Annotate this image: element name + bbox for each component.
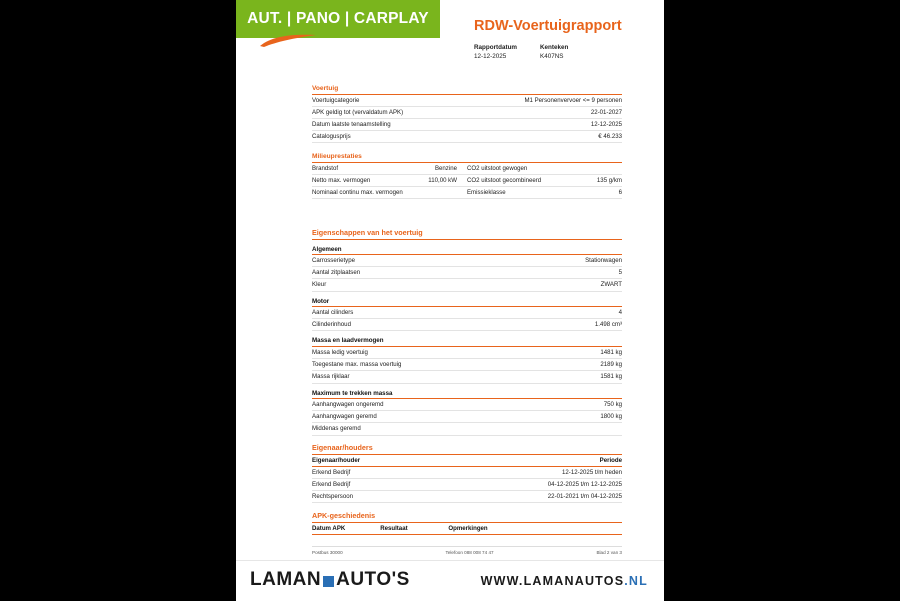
owner-name: Rechtspersoon (312, 491, 434, 503)
table-row (312, 411, 622, 423)
row-label: Kleur (312, 279, 487, 291)
section-eigenschappen-title: Eigenschappen van het voertuig (312, 228, 622, 240)
rapportdatum-value: 12-12-2025 (474, 53, 507, 60)
table-row (312, 279, 622, 291)
milieu-table (312, 163, 622, 200)
column-header-owner: Eigenaar/houder (312, 455, 434, 467)
table-row (312, 131, 622, 143)
document-sheet (236, 0, 664, 600)
row-value-right: 135 g/km (572, 174, 622, 186)
row-label: Middenas geremd (312, 423, 550, 435)
row-value: 5 (487, 267, 622, 279)
column-header-opmerkingen: Opmerkingen (448, 523, 622, 535)
row-label-left: Brandstof (312, 163, 417, 175)
row-value: ZWART (487, 279, 622, 291)
row-label: Aantal zitplaatsen (312, 267, 487, 279)
table-row (312, 319, 622, 331)
table-row (312, 347, 622, 359)
row-value-left: Benzine (417, 163, 467, 175)
table-row (312, 186, 622, 198)
logo-square-icon (323, 576, 334, 587)
row-label: Toegestane max. massa voertuig (312, 359, 561, 371)
section-eigenaar-houders (312, 443, 622, 503)
row-value: 4 (499, 307, 622, 319)
promo-tag (236, 0, 440, 38)
brand-bar (236, 560, 664, 601)
website-main: WWW.LAMANAUTOS (480, 574, 625, 588)
row-label: Cilinderinhoud (312, 319, 499, 331)
motor-table (312, 307, 622, 331)
row-label-right: CO2 uitstoot gecombineerd (467, 174, 572, 186)
row-label: Catalogusprijs (312, 131, 462, 143)
section-voertuig (312, 85, 622, 143)
section-voertuig-title: Voertuig (312, 85, 622, 95)
website-url[interactable] (481, 574, 648, 588)
trekken-table (312, 399, 622, 436)
row-label: APK geldig tot (vervaldatum APK) (312, 106, 462, 118)
owner-period: 04-12-2025 t/m 12-12-2025 (434, 478, 622, 490)
rapportdatum-label: Rapportdatum (474, 44, 518, 51)
swoosh-decoration (258, 34, 318, 48)
row-label: Aanhangwagen geremd (312, 411, 550, 423)
table-row (312, 478, 622, 490)
subsection-massa-title: Massa en laadvermogen (312, 337, 622, 347)
row-label-right: CO2 uitstoot gewogen (467, 163, 572, 175)
report-meta (474, 44, 654, 60)
table-row (312, 174, 622, 186)
website-tld: .NL (624, 574, 648, 588)
column-header-datum: Datum APK (312, 523, 380, 535)
row-label: Carrosserietype (312, 255, 487, 267)
table-row (312, 423, 622, 435)
row-value: 22-01-2027 (462, 106, 622, 118)
table-row (312, 106, 622, 118)
table-row (312, 255, 622, 267)
section-milieuprestaties (312, 153, 622, 199)
table-header-row (312, 455, 622, 467)
row-label: Massa ledig voertuig (312, 347, 561, 359)
column-header-period: Periode (434, 455, 622, 467)
laman-autos-logo (250, 569, 410, 591)
row-value: 1800 kg (550, 411, 622, 423)
table-row (312, 466, 622, 478)
subsection-algemeen-title: Algemeen (312, 246, 622, 256)
table-row (312, 267, 622, 279)
section-eigenaar-title: Eigenaar/houders (312, 443, 622, 455)
apk-table (312, 523, 622, 535)
logo-text-part2: AUTO'S (336, 569, 410, 590)
subsection-motor-title: Motor (312, 298, 622, 308)
owner-period: 12-12-2025 t/m heden (434, 466, 622, 478)
row-label-left: Netto max. vermogen (312, 174, 417, 186)
row-value: 750 kg (550, 399, 622, 411)
table-row (312, 399, 622, 411)
table-row (312, 491, 622, 503)
owner-name: Erkend Bedrijf (312, 478, 434, 490)
kenteken-value: K407NS (540, 53, 564, 60)
massa-table (312, 347, 622, 384)
promo-tag-label: AUT. | PANO | CARPLAY (247, 10, 429, 27)
row-value: 1.498 cm³ (499, 319, 622, 331)
row-label: Aantal cilinders (312, 307, 499, 319)
row-value-right (572, 163, 622, 175)
table-row (312, 163, 622, 175)
row-value: 12-12-2025 (462, 118, 622, 130)
owners-table (312, 455, 622, 504)
section-milieuprestaties-title: Milieuprestaties (312, 153, 622, 163)
table-row (312, 307, 622, 319)
kenteken-label: Kenteken (540, 44, 569, 51)
row-value: Stationwagen (487, 255, 622, 267)
row-label-left: Nominaal continu max. vermogen (312, 186, 417, 198)
row-label: Aanhangwagen ongeremd (312, 399, 550, 411)
report-title: RDW-Voertuigrapport (474, 18, 622, 34)
row-value-right: 6 (572, 186, 622, 198)
footer-phone: Telefoon 088 008 74 47 (445, 550, 494, 555)
voertuig-table (312, 95, 622, 144)
row-value (550, 423, 622, 435)
section-eigenschappen (312, 228, 622, 436)
owner-period: 22-01-2021 t/m 04-12-2025 (434, 491, 622, 503)
document-footer (312, 546, 622, 555)
section-apk-geschiedenis (312, 511, 622, 535)
subsection-trekken-title: Maximum te trekken massa (312, 390, 622, 400)
row-value: M1 Personenvervoer <= 9 personen (462, 95, 622, 107)
table-header-row (312, 523, 622, 535)
table-row (312, 371, 622, 383)
table-row (312, 95, 622, 107)
algemeen-table (312, 255, 622, 292)
row-value: 1581 kg (561, 371, 622, 383)
row-label-right: Emissieklasse (467, 186, 572, 198)
owner-name: Erkend Bedrijf (312, 466, 434, 478)
section-apk-title: APK-geschiedenis (312, 511, 622, 523)
row-label: Datum laatste tenaamstelling (312, 118, 462, 130)
table-row (312, 118, 622, 130)
row-value-left: 110,00 kW (417, 174, 467, 186)
row-label: Massa rijklaar (312, 371, 561, 383)
row-label: Voertuigcategorie (312, 95, 462, 107)
table-row (312, 359, 622, 371)
row-value: 1481 kg (561, 347, 622, 359)
row-value: € 46.233 (462, 131, 622, 143)
column-header-resultaat: Resultaat (380, 523, 448, 535)
row-value-left (417, 186, 467, 198)
footer-address: Postbus 30000 (312, 550, 343, 555)
logo-text-part1: LAMAN (250, 569, 322, 590)
footer-page: Blad 2 van 3 (596, 550, 622, 555)
row-value: 2189 kg (561, 359, 622, 371)
